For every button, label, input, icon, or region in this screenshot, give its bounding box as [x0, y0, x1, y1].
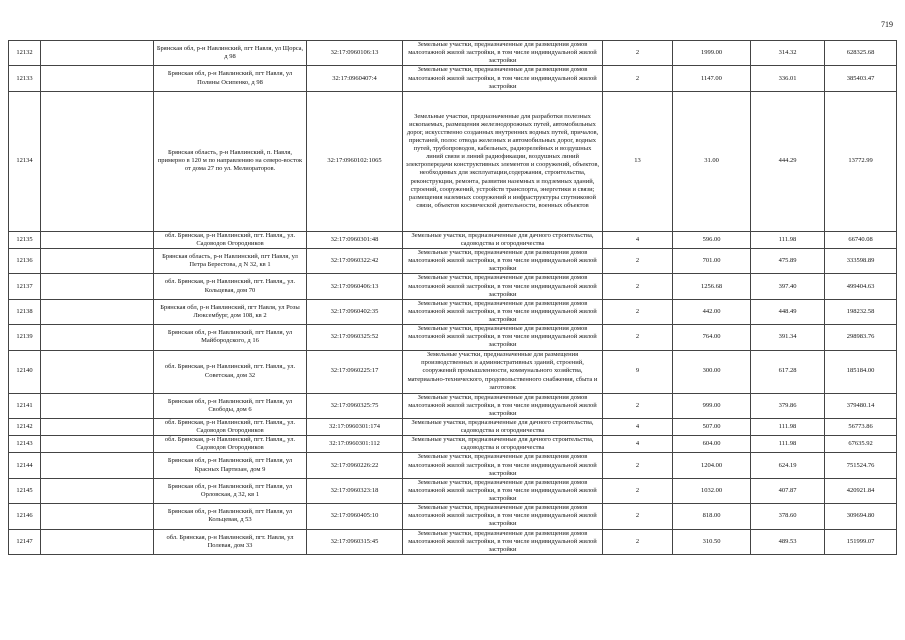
- cadastral-value-cell: 379480.14: [825, 393, 897, 418]
- specific-value-cell: 617.28: [751, 350, 825, 393]
- empty-cell: [41, 418, 154, 435]
- land-use-cell: Земельные участки, предназначенные для дачного строительства, садоводства и огородничества: [403, 231, 603, 248]
- land-use-cell: Земельные участки, предназначенные для дачного строительства, садоводства и огородничества: [403, 418, 603, 435]
- table-row: [9, 249, 897, 274]
- address-cell: обл. Брянская, р-н Навлинский, пгт. Навля,, ул. Садоводов Огородников: [154, 418, 307, 435]
- empty-cell: [41, 453, 154, 478]
- cadastral-value-cell: 151999.07: [825, 529, 897, 554]
- area-cell: 1147.00: [673, 66, 751, 91]
- category-code-cell: 2: [603, 249, 673, 274]
- empty-cell: [41, 436, 154, 453]
- address-cell: обл. Брянская, р-н Навлинский, пгт. Навля,, ул. Садоводов Огородников: [154, 436, 307, 453]
- cadastral-value-cell: 420921.84: [825, 478, 897, 503]
- address-cell: Брянская обл, р-н Навлинский, пгт Навля, ул Розы Люксембург, дом 108, кв 2: [154, 299, 307, 324]
- empty-cell: [41, 325, 154, 350]
- cadastral-number-cell: 32:17:0960315:45: [307, 529, 403, 554]
- row-number: 12145: [9, 478, 41, 503]
- category-code-cell: 2: [603, 299, 673, 324]
- address-cell: Брянская обл, р-н Навлинский, пгт Навля, ул Орловская, д 32, кв 1: [154, 478, 307, 503]
- category-code-cell: 13: [603, 91, 673, 231]
- specific-value-cell: 475.89: [751, 249, 825, 274]
- land-use-cell: Земельные участки, предназначенные для размещения домов малоэтажной жилой застройки, в том числе индивидуальной жилой застройки: [403, 274, 603, 299]
- row-number: 12147: [9, 529, 41, 554]
- cadastral-number-cell: 32:17:0960325:52: [307, 325, 403, 350]
- row-number: 12146: [9, 504, 41, 529]
- cadastral-value-cell: 628325.68: [825, 41, 897, 66]
- category-code-cell: 9: [603, 350, 673, 393]
- cadastral-value-cell: 298983.76: [825, 325, 897, 350]
- cadastral-number-cell: 32:17:0960301:174: [307, 418, 403, 435]
- specific-value-cell: 391.34: [751, 325, 825, 350]
- address-cell: обл. Брянская, р-н Навлинский, пгт. Навля,, ул. Советская, дом 32: [154, 350, 307, 393]
- row-number: 12135: [9, 231, 41, 248]
- specific-value-cell: 378.60: [751, 504, 825, 529]
- empty-cell: [41, 66, 154, 91]
- table-row: [9, 66, 897, 91]
- table-row: [9, 299, 897, 324]
- cadastral-number-cell: 32:17:0960325:75: [307, 393, 403, 418]
- category-code-cell: 2: [603, 66, 673, 91]
- area-cell: 596.00: [673, 231, 751, 248]
- specific-value-cell: 336.01: [751, 66, 825, 91]
- area-cell: 507.00: [673, 418, 751, 435]
- cadastral-value-cell: 185184.00: [825, 350, 897, 393]
- cadastral-value-cell: 66740.08: [825, 231, 897, 248]
- land-use-cell: Земельные участки, предназначенные для дачного строительства, садоводства и огородничества: [403, 436, 603, 453]
- cadastral-number-cell: 32:17:0960322:42: [307, 249, 403, 274]
- address-cell: Брянская область, р-н Навлинский, пгт Навля, ул Петра Берестова, д N 32, кв 1: [154, 249, 307, 274]
- empty-cell: [41, 231, 154, 248]
- specific-value-cell: 489.53: [751, 529, 825, 554]
- land-use-cell: Земельные участки, предназначенные для размещения домов малоэтажной жилой застройки, в том числе индивидуальной жилой застройки: [403, 299, 603, 324]
- row-number: 12134: [9, 91, 41, 231]
- row-number: 12132: [9, 41, 41, 66]
- category-code-cell: 2: [603, 529, 673, 554]
- table-row: [9, 529, 897, 554]
- cadastral-number-cell: 32:17:0960226:22: [307, 453, 403, 478]
- table-row: [9, 41, 897, 66]
- page-number: 719: [881, 20, 893, 29]
- row-number: 12136: [9, 249, 41, 274]
- land-use-cell: Земельные участки, предназначенные для размещения домов малоэтажной жилой застройки, в том числе индивидуальной жилой застройки: [403, 393, 603, 418]
- empty-cell: [41, 504, 154, 529]
- specific-value-cell: 407.87: [751, 478, 825, 503]
- area-cell: 701.00: [673, 249, 751, 274]
- address-cell: обл. Брянская, р-н Навлинский, пгт. Навля, ул Полевая, дом 33: [154, 529, 307, 554]
- specific-value-cell: 448.49: [751, 299, 825, 324]
- land-use-cell: Земельные участки, предназначенные для размещения домов малоэтажной жилой застройки, в том числе индивидуальной жилой застройки: [403, 41, 603, 66]
- table-row: [9, 274, 897, 299]
- empty-cell: [41, 299, 154, 324]
- empty-cell: [41, 393, 154, 418]
- specific-value-cell: 624.19: [751, 453, 825, 478]
- land-use-cell: Земельные участки, предназначенные для размещения домов малоэтажной жилой застройки, в том числе индивидуальной жилой застройки: [403, 66, 603, 91]
- land-use-cell: Земельные участки, предназначенные для размещения домов малоэтажной жилой застройки, в том числе индивидуальной жилой застройки: [403, 453, 603, 478]
- land-use-cell: Земельные участки, предназначенные для размещения домов малоэтажной жилой застройки, в том числе индивидуальной жилой застройки: [403, 504, 603, 529]
- cadastral-number-cell: 32:17:0960323:18: [307, 478, 403, 503]
- specific-value-cell: 111.98: [751, 418, 825, 435]
- table-row: [9, 231, 897, 248]
- table-row: [9, 393, 897, 418]
- land-use-cell: Земельные участки, предназначенные для размещения домов малоэтажной жилой застройки, в том числе индивидуальной жилой застройки: [403, 249, 603, 274]
- area-cell: 818.00: [673, 504, 751, 529]
- cadastral-value-table: [8, 40, 897, 555]
- specific-value-cell: 314.32: [751, 41, 825, 66]
- address-cell: Брянская обл, р-н Навлинский, пгт Навля, ул Кольцевая, д 53: [154, 504, 307, 529]
- empty-cell: [41, 41, 154, 66]
- specific-value-cell: 444.29: [751, 91, 825, 231]
- table-row: [9, 91, 897, 231]
- category-code-cell: 2: [603, 325, 673, 350]
- cadastral-number-cell: 32:17:0960406:13: [307, 274, 403, 299]
- cadastral-number-cell: 32:17:0960102:1065: [307, 91, 403, 231]
- cadastral-number-cell: 32:17:0960402:35: [307, 299, 403, 324]
- specific-value-cell: 111.98: [751, 436, 825, 453]
- table-body: [9, 41, 897, 555]
- area-cell: 1204.00: [673, 453, 751, 478]
- row-number: 12137: [9, 274, 41, 299]
- address-cell: обл. Брянская, р-н Навлинский, пгт. Навля,, ул. Садоводов Огородников: [154, 231, 307, 248]
- category-code-cell: 2: [603, 393, 673, 418]
- row-number: 12141: [9, 393, 41, 418]
- empty-cell: [41, 478, 154, 503]
- empty-cell: [41, 91, 154, 231]
- row-number: 12140: [9, 350, 41, 393]
- row-number: 12138: [9, 299, 41, 324]
- land-use-cell: Земельные участки, предназначенные для разработки полезных ископаемых, размещения железнодорожных путей, автомобильных дорог, искусственно созданных внутренних водных путей, причалов, пристаней, полос отвода железных и автомобильных дорог, водных путей, трубопроводов, кабельных, радиорелейных и воздушных линий связи и линий радиофикации, воздушных линий электропередачи конструктивных элементов и сооружений, объектов, необходимых для эксплуатации,содержания, строительства, реконструкции, ремонта, развития наземных и подземных зданий, строений, сооружений, устройств транспорта, энергетики и связи; размещения наземных сооружений и инфраструктуры спутниковой связи, объектов космической деятельности, военных объектов: [403, 91, 603, 231]
- cadastral-value-cell: 751524.76: [825, 453, 897, 478]
- row-number: 12142: [9, 418, 41, 435]
- area-cell: 1256.68: [673, 274, 751, 299]
- area-cell: 300.00: [673, 350, 751, 393]
- cadastral-number-cell: 32:17:0960405:10: [307, 504, 403, 529]
- table-row: [9, 453, 897, 478]
- land-use-cell: Земельные участки, предназначенные для размещения домов малоэтажной жилой застройки, в том числе индивидуальной жилой застройки: [403, 478, 603, 503]
- category-code-cell: 2: [603, 274, 673, 299]
- category-code-cell: 4: [603, 231, 673, 248]
- empty-cell: [41, 529, 154, 554]
- table-row: [9, 418, 897, 435]
- empty-cell: [41, 350, 154, 393]
- cadastral-number-cell: 32:17:0960301:48: [307, 231, 403, 248]
- cadastral-value-cell: 385403.47: [825, 66, 897, 91]
- category-code-cell: 2: [603, 453, 673, 478]
- category-code-cell: 2: [603, 478, 673, 503]
- empty-cell: [41, 274, 154, 299]
- empty-cell: [41, 249, 154, 274]
- cadastral-value-cell: 198232.58: [825, 299, 897, 324]
- cadastral-number-cell: 32:17:0960301:112: [307, 436, 403, 453]
- address-cell: Брянская обл, р-н Навлинский, пгт Навля, ул Полины Осипенко, д 98: [154, 66, 307, 91]
- category-code-cell: 2: [603, 41, 673, 66]
- row-number: 12143: [9, 436, 41, 453]
- area-cell: 310.50: [673, 529, 751, 554]
- area-cell: 1032.00: [673, 478, 751, 503]
- cadastral-value-cell: 309694.80: [825, 504, 897, 529]
- address-cell: Брянская обл, р-н Навлинский, пгт Навля, ул Щорса, д 98: [154, 41, 307, 66]
- category-code-cell: 4: [603, 436, 673, 453]
- cadastral-value-cell: 333598.89: [825, 249, 897, 274]
- area-cell: 764.00: [673, 325, 751, 350]
- row-number: 12144: [9, 453, 41, 478]
- row-number: 12139: [9, 325, 41, 350]
- specific-value-cell: 379.86: [751, 393, 825, 418]
- table-row: [9, 478, 897, 503]
- address-cell: обл. Брянская, р-н Навлинский, пгт. Навля,, ул. Кольцевая, дом 70: [154, 274, 307, 299]
- cadastral-value-cell: 67635.92: [825, 436, 897, 453]
- cadastral-value-cell: 56773.86: [825, 418, 897, 435]
- area-cell: 1999.00: [673, 41, 751, 66]
- category-code-cell: 4: [603, 418, 673, 435]
- cadastral-number-cell: 32:17:0960407:4: [307, 66, 403, 91]
- area-cell: 604.00: [673, 436, 751, 453]
- table-row: [9, 504, 897, 529]
- cadastral-value-cell: 499404.63: [825, 274, 897, 299]
- address-cell: Брянская обл, р-н Навлинский, пгт Навля, ул Красных Партизан, дом 9: [154, 453, 307, 478]
- cadastral-number-cell: 32:17:0960225:17: [307, 350, 403, 393]
- table-row: [9, 325, 897, 350]
- row-number: 12133: [9, 66, 41, 91]
- land-use-cell: Земельные участки, предназначенные для размещения домов малоэтажной жилой застройки, в том числе индивидуальной жилой застройки: [403, 325, 603, 350]
- area-cell: 442.00: [673, 299, 751, 324]
- category-code-cell: 2: [603, 504, 673, 529]
- area-cell: 31.00: [673, 91, 751, 231]
- address-cell: Брянская обл, р-н Навлинский, пгт Навля, ул Майбородского, д 16: [154, 325, 307, 350]
- area-cell: 999.00: [673, 393, 751, 418]
- specific-value-cell: 111.98: [751, 231, 825, 248]
- cadastral-value-cell: 13772.99: [825, 91, 897, 231]
- land-use-cell: Земельные участки, предназначенные для размещения домов малоэтажной жилой застройки, в том числе индивидуальной жилой застройки: [403, 529, 603, 554]
- cadastral-number-cell: 32:17:0960106:13: [307, 41, 403, 66]
- table-row: [9, 436, 897, 453]
- specific-value-cell: 397.40: [751, 274, 825, 299]
- table-row: [9, 350, 897, 393]
- address-cell: Брянская обл, р-н Навлинский, пгт Навля, ул Свободы, дом 6: [154, 393, 307, 418]
- address-cell: Брянская область, р-н Навлинский, п. Навля, примерно в 120 м по направлению на северо-восток от дома 27 по ул. Мелиораторов.: [154, 91, 307, 231]
- land-use-cell: Земельные участки, предназначенные для размещения производственных и административных зданий, строений, сооружений промышленности, коммунального хозяйства, материально-технического, продовольственного снабжения, сбыта и заготовок: [403, 350, 603, 393]
